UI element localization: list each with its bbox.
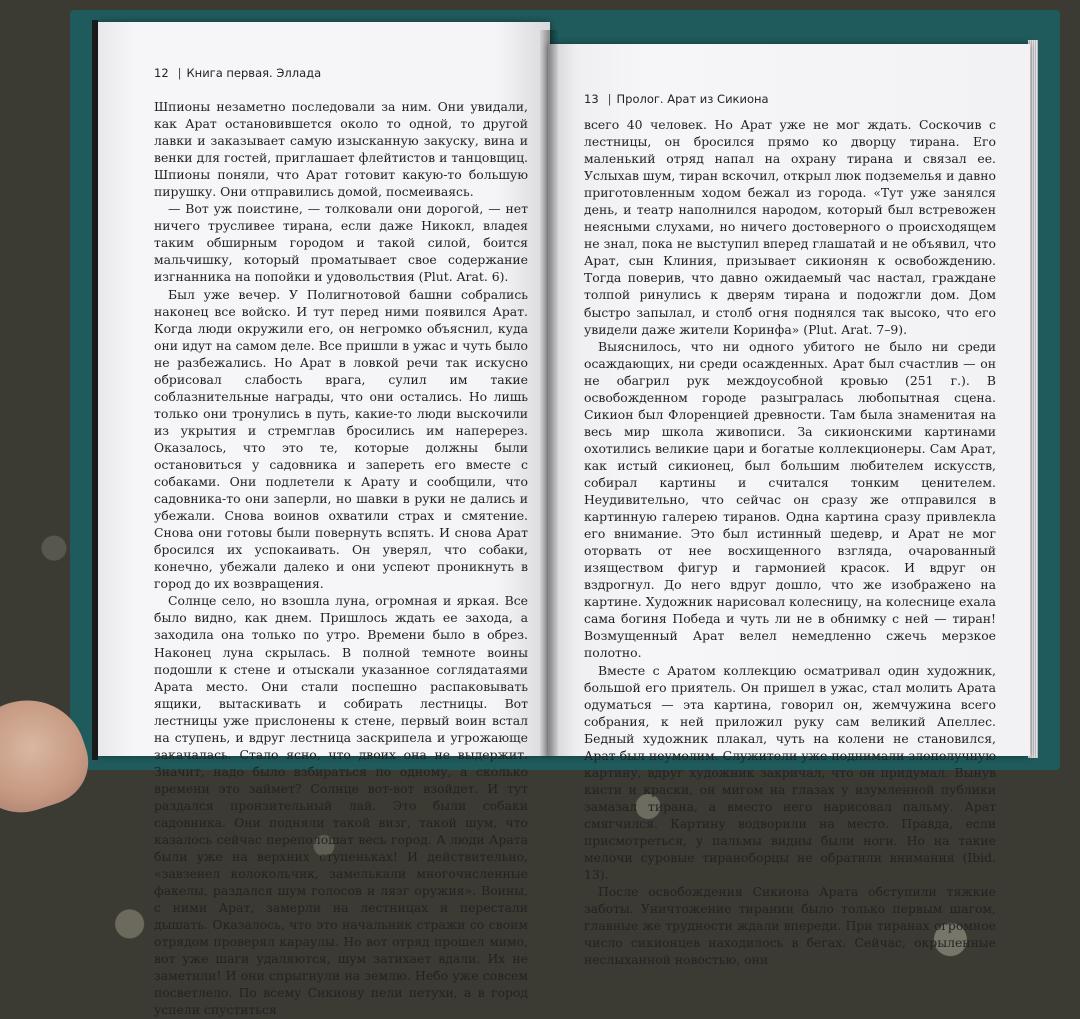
left-page bbox=[98, 22, 550, 1018]
running-head-separator: | bbox=[607, 92, 612, 106]
running-head-separator: | bbox=[177, 66, 182, 80]
paragraph: всего 40 человек. Но Арат уже не мог ждать. Соскочив с лестницы, он бросился прямо ко дворцу тирана. Его маленький отряд напал на охрану тирана и связал ее. Услыхав шум, тиран вскочил, открыл люк подземелья и давно приготовленным ходом бежал из города. «Тут уже занялся день, и театр наполнился народом, который был встревожен неясными слухами, но ничего достоверного о происходящем не знал, пока не выступил вперед глашатай и не объявил, что Арат, сын Клиния, призывает сикионян к освобождению. Тогда поверив, что давно ожидаемый час настал, граждане толпой ринулись к дверям тирана и подожгли дом. Дом быстро запылал, и столб огня поднялся так высоко, что его увидели даже жители Коринфа» (Plut. Arat. 7–9). bbox=[584, 117, 996, 337]
paragraph: Шпионы незаметно последовали за ним. Они увидали, как Арат остановившется около то одной, то другой лавки и заказывает самую изысканную закуску, вина и венки для гостей, приглашает флейтистов и танцовщиц. Шпионы поняли, что Арат готовит какую-то большую пирушку. Они отправились домой, посмеиваясь. bbox=[154, 99, 528, 200]
right-page-text bbox=[584, 116, 996, 968]
right-running-head bbox=[584, 92, 769, 106]
right-running-title: Пролог. Арат из Сикиона bbox=[616, 92, 769, 106]
right-page-number: 13 bbox=[584, 92, 599, 106]
paragraph: Выяснилось, что ни одного убитого не было ни среди осаждающих, ни среди осажденных. Арат был счастлив — он не обагрил рук междоусобной кровью (251 г.). В освобожденном городе разыгралась любопытная сцена. Сикион был Флоренцией древности. Там была знаменитая на весь мир школа живописи. За сикионскими картинами охотились великие цари и богатые коллекционеры. Сам Арат, как истый сикионец, был большим любителем искусств, собирал картины и считался тонким ценителем. Неудивительно, что сейчас он сразу же отправился в картинную галерею тиранов. Одна картина сразу привлекла его внимание. Это был истинный шедевр, и Арат не мог оторвать от нее восхищенного взгляда, очарованный изяществом фигур и гармонией красок. И вдруг он вздрогнул. До него вдруг дошло, что же изображено на картине. Художник нарисовал колесницу, на колеснице ехала сама богиня Победа и чуть ли не в обнимку с ней — тиран! Возмущенный Арат велел немедленно сжечь мерзкое полотно. bbox=[584, 338, 996, 661]
paragraph: После освобождения Сикиона Арата обступили тяжкие заботы. Уничтожение тирании было только первым шагом, главные же трудности ждали впереди. При тиранах огромное число сикионцев находилось в бегах. Сейчас, окрыленные неслыханной новостью, они bbox=[584, 884, 996, 968]
book-gutter-shadow bbox=[540, 30, 558, 756]
left-page-number: 12 bbox=[154, 66, 169, 80]
left-running-title: Книга первая. Эллада bbox=[186, 66, 322, 80]
paragraph: — Вот уж поистине, — толковали они дорогой, — нет ничего трусливее тирана, если даже Никокл, владея таким обширным городом и такой силой, боится мальчишку, который проматывает свое содержание изгнанника на попойки и удовольствия (Plut. Arat. 6). bbox=[154, 201, 528, 285]
paragraph: Солнце село, но взошла луна, огромная и яркая. Все было видно, как днем. Пришлось ждать ее захода, а заходила она только по утро. Времени было в обрез. Наконец луна скрылась. В полной темноте воины подошли к стене и отыскали указанное соглядатаями Арата место. Они стали поспешно распаковывать ящики, вытаскивать и собирать лестницы. Вот лестницы уже прислонены к стене, первый воин встал на ступень, и вдруг лестница заскрипела и угрожающе закачалась. Стало ясно, что двоих она не выдержит. Значит, надо было взбираться по одному, а сколько времени это займет? Солнце вот-вот взойдет. И тут раздался пронзительный лай. Это были собаки садовника. Они подняли такой визг, такой шум, что казалось сейчас переполошат весь город. А люди Арата были уже на верхних ступеньках! И действительно, «завзенел колокольчик, замелькали многочисленные факелы, раздался шум голосов и лязг оружия». Воины, с ними Арат, замерли на лестницах и перестали дышать. Оказалось, что это начальник стражи со своим отрядом проверял караулы. Но вот отряд прошел мимо, вот уже шаги удаляются, шум затихает вдали. Их не заметили! И они спрыгнули на землю. Небо уже совсем посветлело. По всему Сикиону пели петухи, а в город успели спуститься bbox=[154, 593, 528, 1018]
left-running-head bbox=[154, 66, 321, 80]
right-page bbox=[548, 44, 1030, 968]
paragraph: Был уже вечер. У Полигнотовой башни собрались наконец все войско. И тут перед ними появился Арат. Когда люди окружили его, он негромко объяснил, куда они идут на самом деле. Все пришли в ужас и чуть было не разбежались. Но Арат в ловкой речи так искусно обрисовал слабость врага, сулил им такие соблазнительные награды, что они остались. Но лишь только они тронулись в путь, какие-то люди выскочили из укрытия и стремглав бросились им наперерез. Оказалось, что это те, которые должны были остановиться у садовника и запереть его вместе с собаками. Они подлетели к Арату и сообщили, что садовника-то они заперли, но шавки в руки не дались и убежали. Снова воинов охватили страх и смятение. Снова они готовы были повернуть вспять. И снова Арат бросился их успокаивать. Он уверял, что собаки, конечно, убежали далеко и они успеют проникнуть в город до их возвращения. bbox=[154, 286, 528, 592]
left-page-text bbox=[154, 98, 528, 1019]
paragraph: Вместе с Аратом коллекцию осматривал один художник, большой его приятель. Он пришел в ужас, стал молить Арата одуматься — эта картина, говорил он, жемчужина всего собрания, к ней приложил руку сам великий Апеллес. Бедный художник плакал, чуть на колени не становился, Арат был неумолим. Служители уже поднимали злополучную картину, вдруг художник закричал, что он придумал. Вынув кисти и краски, он мигом на глазах у изумленной публики замазал тирана, а вместо него нарисовал пальму. Арат смягчился. Картину водворили на место. Правда, если присмотреться, у пальмы видны были ноги. Но на такие мелочи суровые тираноборцы не обратили внимания (Ibid. 13). bbox=[584, 662, 996, 883]
